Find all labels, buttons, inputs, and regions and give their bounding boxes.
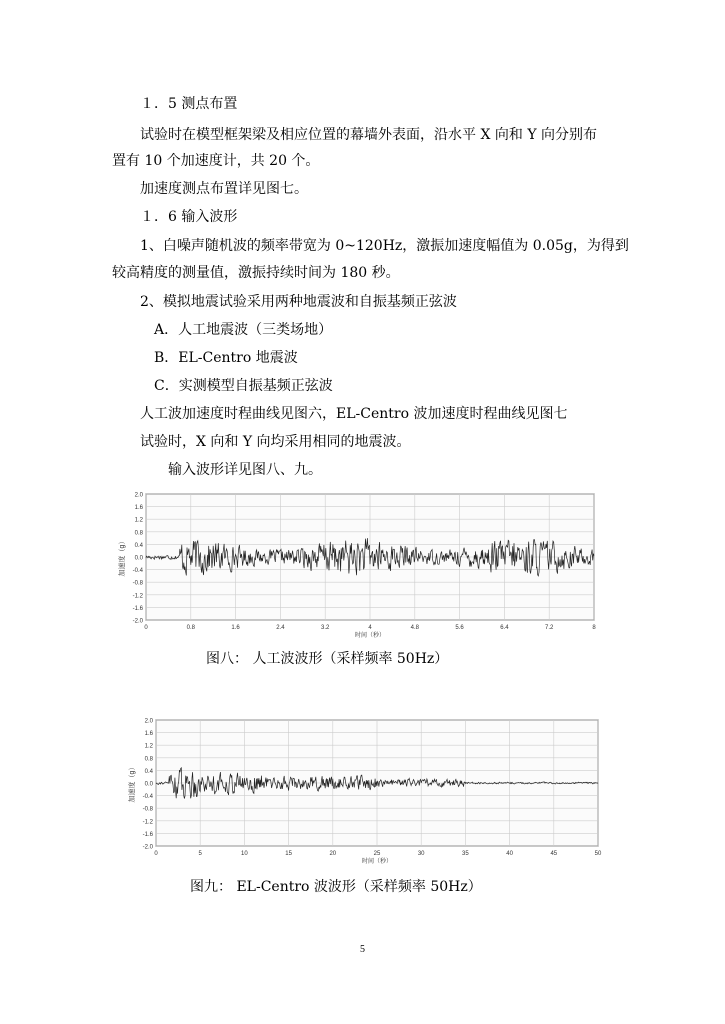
y-tick-label: 0.0: [144, 781, 153, 788]
paragraph-line: 试验时，X 向和 Y 向均采用相同的地震波。: [140, 434, 411, 450]
x-tick-label: 50: [594, 851, 602, 857]
figure-9-caption: 图九： EL-Centro 波波形（采样频率 50Hz）: [190, 879, 482, 895]
y-tick-label: 0.8: [134, 530, 143, 537]
x-axis-label: 时间（秒）: [361, 859, 393, 865]
list-item: A．人工地震波（三类场地）: [154, 322, 333, 338]
paragraph-line: 人工波加速度时程曲线见图六，EL-Centro 波加速度时程曲线见图七: [140, 406, 568, 422]
artificial-wave-chart: [112, 486, 612, 638]
figure-8-caption: 图八： 人工波波形（采样频率 50Hz）: [206, 651, 449, 667]
paragraph-line: 1、白噪声随机波的频率带宽为 0~120Hz，激振加速度幅值为 0.05g，为得到: [140, 238, 629, 254]
y-tick-label: 0.4: [134, 542, 143, 549]
x-tick-label: 5: [198, 851, 202, 857]
list-item: B．EL-Centro 地震波: [154, 350, 298, 366]
x-tick-label: 1.6: [231, 625, 240, 631]
x-tick-label: 3.2: [321, 625, 330, 631]
x-tick-label: 8: [592, 625, 596, 631]
y-tick-label: 2.0: [134, 492, 143, 499]
y-tick-label: -1.6: [132, 605, 143, 612]
x-tick-label: 4.8: [410, 625, 419, 631]
x-tick-label: 0.8: [186, 625, 195, 631]
section-heading-1-6: １．6 输入波形: [140, 209, 238, 225]
x-tick-label: 45: [550, 851, 558, 857]
paragraph-line: 置有 10 个加速度计，共 20 个。: [112, 153, 320, 169]
x-tick-label: 2.4: [276, 625, 285, 631]
x-tick-label: 35: [462, 851, 469, 857]
y-tick-label: -2.0: [142, 844, 153, 851]
paragraph-line: 试验时在模型框架梁及相应位置的幕墙外表面，沿水平 X 向和 Y 向分别布: [140, 127, 598, 143]
y-axis-label: 加速度（g）: [119, 537, 126, 577]
x-tick-label: 6.4: [500, 625, 509, 631]
y-tick-label: 1.6: [134, 505, 143, 512]
x-tick-label: 0: [144, 625, 148, 631]
y-tick-label: 0.0: [134, 555, 143, 562]
y-axis-label: 加速度（g）: [129, 763, 136, 803]
figure-8-chart: [112, 486, 612, 642]
y-tick-label: 1.6: [144, 731, 153, 738]
page-number: 5: [360, 944, 365, 955]
y-tick-label: -0.8: [132, 580, 143, 587]
y-tick-label: 1.2: [134, 517, 143, 524]
x-tick-label: 7.2: [545, 625, 554, 631]
x-tick-label: 5.6: [455, 625, 464, 631]
y-tick-label: -1.6: [142, 831, 153, 838]
x-axis-label: 时间（秒）: [354, 633, 386, 638]
x-tick-label: 40: [506, 851, 513, 857]
y-tick-label: 1.2: [144, 743, 153, 750]
x-tick-label: 20: [329, 851, 337, 857]
x-tick-label: 4: [368, 625, 372, 631]
y-tick-label: 0.8: [144, 756, 153, 763]
paragraph-line: 2、模拟地震试验采用两种地震波和自振基频正弦波: [140, 294, 457, 310]
x-tick-label: 25: [373, 851, 381, 857]
figure-9-chart: [118, 708, 628, 872]
y-tick-label: -1.2: [132, 593, 143, 600]
x-tick-label: 10: [241, 851, 248, 857]
y-tick-label: 0.4: [144, 768, 153, 775]
paragraph-line: 加速度测点布置详见图七。: [140, 181, 308, 197]
x-tick-label: 15: [285, 851, 292, 857]
y-tick-label: -0.8: [142, 806, 153, 813]
el-centro-wave-chart: [118, 708, 628, 868]
paragraph-line: 较高精度的测量值，激振持续时间为 180 秒。: [112, 265, 400, 281]
list-item: C．实测模型自振基频正弦波: [154, 378, 333, 394]
y-tick-label: -0.4: [142, 794, 153, 801]
paragraph-line: 输入波形详见图八、九。: [168, 462, 322, 478]
y-tick-label: -0.4: [132, 568, 143, 575]
y-tick-label: -2.0: [132, 618, 143, 625]
x-tick-label: 30: [417, 851, 425, 857]
x-tick-label: 0: [154, 851, 158, 857]
section-heading-1-5: １．5 测点布置: [140, 96, 238, 112]
y-tick-label: 2.0: [144, 718, 153, 725]
y-tick-label: -1.2: [142, 819, 153, 826]
